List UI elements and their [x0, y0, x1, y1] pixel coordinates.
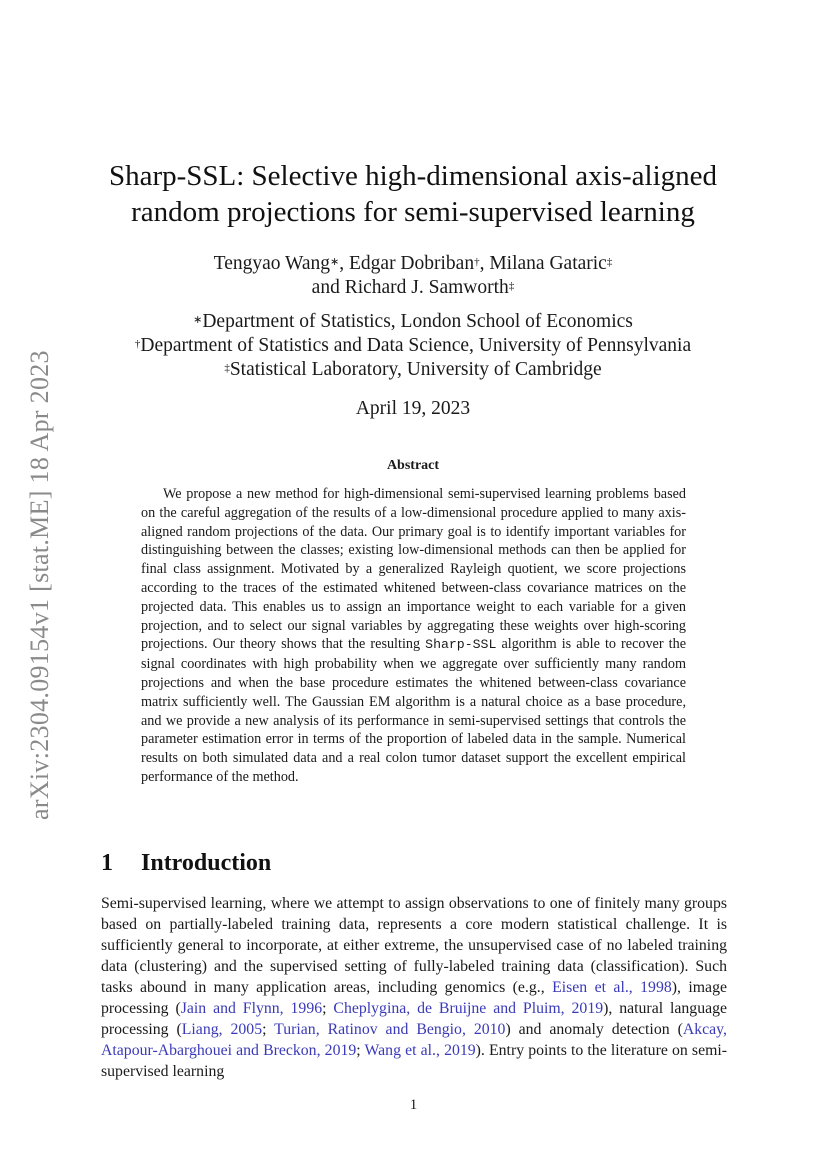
citation-link[interactable]: Jain and Flynn, 1996 [180, 1000, 323, 1017]
author-line-1 [90, 252, 736, 276]
affiliation-mark: ∗ [193, 314, 203, 326]
abstract-heading: Abstract [386, 458, 440, 473]
citation-link[interactable]: Wang et al., 2019 [364, 1042, 476, 1059]
citation-link[interactable]: Cheplygina, de Bruijne and Pluim, 2019 [333, 1000, 604, 1017]
abstract-text: algorithm is able to recover the signal coordinates with high probability when we aggregate over sufficiently many random projections and when the base procedure estimates the whitened between-class covariance matrix sufficiently well. The Gaussian EM algorithm is a natural choice as a base procedure, and we provide a new analysis of its performance in semi-supervised settings that controls the parameter estimation error in terms of the proportion of labeled data in the sample. Numerical results on both simulated data and a real colon tumor dataset support the excellent empirical performance of the method. [141, 636, 686, 785]
arxiv-stamp: arXiv:2304.09154v1 [stat.ME] 18 Apr 2023 [25, 350, 54, 820]
page-number: 1 [409, 1097, 418, 1113]
abstract-body [141, 485, 686, 787]
body-text: ; [322, 1000, 334, 1017]
body-text: ), image processing ( [101, 979, 727, 1017]
author-mark: ‡ [606, 256, 613, 268]
body-text: ), natural language processing ( [101, 1000, 728, 1038]
abstract-text: We propose a new method for high-dimensional semi-supervised learning problems based on the careful aggregation of the results of a low-dimensional procedure applied to many axis-aligned random projections of the data. Our primary goal is to identify important variables for distinguishing between the classes; existing low-dimensional methods can then be applied for final class assignment. Motivated by a generalized Rayleigh quotient, we score projections according to the traces of the estimated whitened between-class covariance matrices on the projected data. This enables us to assign an importance weight to each variable for a given projection, and to select our signal variables by aggregating these weights over high-scoring projections. Our theory shows that the resulting [141, 486, 686, 653]
author-mark: ‡ [508, 280, 515, 292]
author-mark: ∗ [330, 256, 340, 268]
citation-link[interactable]: Akcay, Atapour-Abarghouei and Breckon, 2019 [101, 1021, 727, 1059]
author-name: Tengyao Wang [213, 253, 331, 274]
body-text: ). Entry points to the literature on semi-supervised learning [101, 1042, 728, 1080]
affiliations [60, 310, 766, 382]
method-name: Sharp-SSL [425, 637, 497, 653]
author-name: , Milana Gataric [479, 253, 607, 274]
body-text: ; [262, 1021, 275, 1038]
citation-link[interactable]: Eisen et al., 1998 [552, 979, 672, 996]
publication-date: April 19, 2023 [355, 398, 471, 419]
author-line-2 [90, 276, 736, 300]
title-line-2: random projections for semi-supervised learning [131, 196, 695, 228]
author-list [90, 252, 736, 300]
section-heading [101, 850, 271, 877]
body-text: ; [356, 1042, 365, 1059]
section-number: 1 [101, 850, 113, 876]
author-mark: † [474, 256, 480, 268]
section-title: Introduction [141, 850, 272, 876]
affiliation [60, 358, 766, 382]
citation-link[interactable]: Liang, 2005 [181, 1021, 263, 1038]
intro-paragraph [101, 893, 727, 1082]
affiliation [60, 310, 766, 334]
affiliation-text: Department of Statistics, London School of Economics [202, 311, 633, 332]
author-name: , Edgar Dobriban [339, 253, 475, 274]
affiliation-mark: † [134, 338, 141, 350]
body-text: Semi-supervised learning, where we attempt to assign observations to one of finitely many groups based on partially-labeled training data, represents a core modern statistical challenge. It is sufficiently general to incorporate, at either extreme, the unsupervised case of no labeled training data (clustering) and the supervised setting of fully-labeled training data (classification). Such tasks abound in many application areas, including genomics (e.g., [101, 895, 727, 996]
title-line-1: Sharp-SSL: Selective high-dimensional axis-aligned [108, 160, 718, 192]
body-text: ) and anomaly detection ( [505, 1021, 683, 1038]
affiliation-mark: ‡ [224, 362, 230, 374]
affiliation-text: Department of Statistics and Data Science, University of Pennsylvania [140, 335, 692, 356]
affiliation-text: Statistical Laboratory, University of Cambridge [229, 359, 602, 380]
paper-title [90, 158, 736, 230]
affiliation [60, 334, 766, 358]
citation-link[interactable]: Turian, Ratinov and Bengio, 2010 [274, 1021, 506, 1038]
author-name: and Richard J. Samworth [311, 277, 509, 298]
